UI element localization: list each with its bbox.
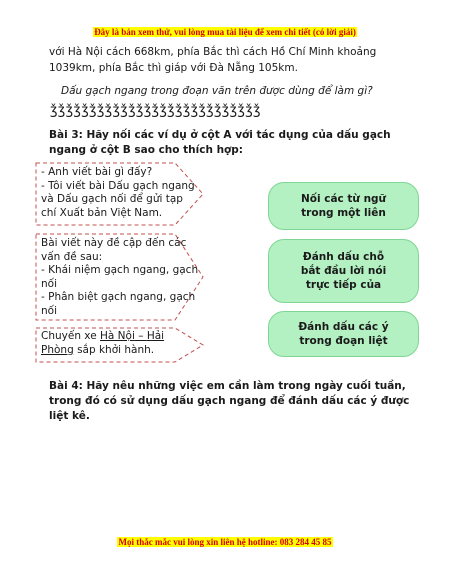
- column-b-item-1[interactable]: Nối các từ ngữ trong một liên: [268, 182, 419, 230]
- column-a-item-3[interactable]: [35, 327, 205, 363]
- exercise-4-heading: Bài 4: Hãy nêu những việc em cần làm trong ngày cuối tuần, trong đó có sử dụng dấu gạch ngang để đánh dấu các ý được liệt kê.: [49, 380, 410, 422]
- column-a-item-3-text: Chuyến xe Hà Nội – Hải Phòng sắp khởi hành.: [41, 330, 165, 356]
- column-a-item-1[interactable]: [35, 162, 205, 226]
- column-b-item-3[interactable]: Đánh dấu các ý trong đoạn liệt: [268, 311, 419, 357]
- column-a-item-2-text: Bài viết này đề cập đến các vấn đề sau: - Khái niệm gạch ngang, gạch nối - Phân biệt gạch ngang, gạch nối: [41, 237, 199, 317]
- column-b-item-2[interactable]: Đánh dấu chỗ bắt đầu lời nói trực tiếp của: [268, 239, 419, 303]
- column-a-item-2[interactable]: [35, 233, 205, 321]
- column-a-item-1-text: - Anh viết bài gì đấy? - Tôi viết bài Dấu gạch ngang và Dấu gạch nối để gửi tạp chí Xuất bản Việt Nam.: [41, 166, 195, 219]
- answer-writing-line: ǯǯǯǯǯǯǯǯǯǯǯǯǯǯǯǯǯǯǯǯǯǯǯǯǯǯǯ: [50, 103, 261, 118]
- preview-notice-banner: Đây là bản xem thử, vui lòng mua tài liệu để xem chi tiết (có lời giải): [94, 27, 356, 37]
- hotline-banner: Mọi thắc mắc vui lòng xin liên hệ hotline: 083 284 45 85: [118, 537, 332, 547]
- intro-paragraph: với Hà Nội cách 668km, phía Bắc thì cách Hồ Chí Minh khoảng 1039km, phía Bắc thì giáp với Đà Nẵng 105km.: [49, 46, 377, 74]
- exercise-3-heading: Bài 3: Hãy nối các ví dụ ở cột A với tác dụng của dấu gạch ngang ở cột B sao cho thích hợp:: [49, 129, 391, 156]
- question-text: Dấu gạch ngang trong đoạn văn trên được dùng để làm gì?: [61, 85, 373, 97]
